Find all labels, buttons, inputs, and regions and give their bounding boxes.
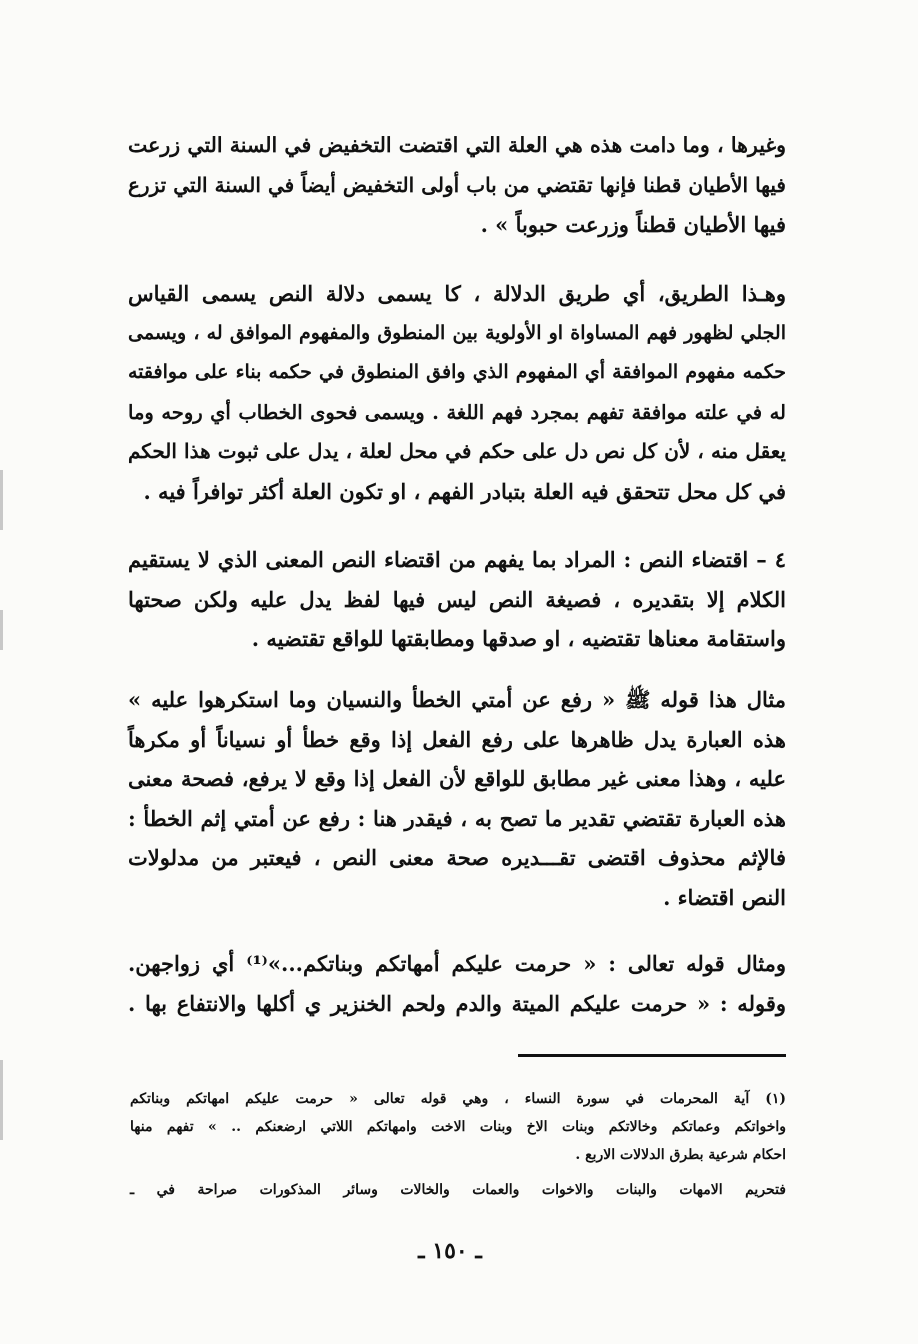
text-line: له في علته موافقة تفهم بمجرد فهم اللغة . ويسمى فحوى الخطاب أي روحه وما [128, 400, 786, 424]
paragraph-1 [128, 126, 786, 245]
scan-edge-mark [0, 470, 3, 530]
text-line: واستقامة معناها تقتضيه ، او صدقها ومطابقتها للواقع تقتضيه . [251, 626, 786, 651]
footnote-line: فتحريم الامهات والبنات والاخوات والعمات والخالات وسائر المذكورات صراحة في ـ [130, 1182, 786, 1198]
text-line: وهـذا الطريق، أي طريق الدلالة ، كا يسمى دلالة النص يسمى القياس [128, 281, 786, 306]
scan-edge-mark [0, 1060, 3, 1140]
footnote-continuation [130, 1176, 786, 1204]
paragraph-2 [128, 274, 786, 511]
text-line: هذه العبارة تقتضي تقدير ما تصح به ، فيقدر هنا : رفع عن أمتي إثم الخطأ : [128, 805, 786, 831]
page-number: ـ ١٥٠ ـ [418, 1238, 482, 1264]
text-line: ومثال قوله تعالى : « حرمت عليكم أمهاتكم وبناتكم...»⁽¹⁾ أي زواجهن. [128, 951, 786, 976]
text-line: وقوله : « حرمت عليكم الميتة والدم ولحم الخنزير ي أكلها والانتفاع بها . [128, 990, 786, 1016]
text-line: الكلام إلا بتقديره ، فصيغة النص ليس فيها لفظ يدل عليه ولكن صحتها [128, 586, 786, 612]
text-line: وغيرها ، وما دامت هذه هي العلة التي اقتضت التخفيض في السنة التي زرعت [128, 133, 786, 157]
scan-edge-mark [0, 610, 3, 650]
text-line: ٤ – اقتضاء النص : المراد بما يفهم من اقتضاء النص المعنى الذي لا يستقيم [128, 547, 786, 572]
footnote-divider [518, 1054, 786, 1057]
footnote-1 [130, 1085, 786, 1169]
text-line: في كل محل تتحقق فيه العلة بتبادر الفهم ، او تكون العلة أكثر توافراً فيه . [143, 478, 786, 504]
paragraph-3 [128, 540, 786, 659]
footnote-line: (١) آية المحرمات في سورة النساء ، وهي قوله تعالى « حرمت عليكم امهاتكم وبناتكم [130, 1091, 786, 1107]
text-line: فيها الأطيان قطنا فإنها تقتضي من باب أولى التخفيض أيضاً في السنة التي تزرع [128, 172, 786, 197]
text-line: مثال هذا قوله ﷺ « رفع عن أمتي الخطأ والنسيان وما استكرهوا عليه » [128, 687, 787, 712]
text-line: يعقل منه ، لأن كل نص دل على حكم في محل لعلة ، يدل على ثبوت هذا الحكم [128, 439, 787, 463]
footnote-line: واخواتكم وعماتكم وخالاتكم وبنات الاخ وبنات الاخت وامهاتكم اللاتي ارضعنكم .. » تفهم منها [130, 1119, 786, 1135]
text-line: النص اقتضاء . [663, 884, 786, 910]
text-line: فالإثم محذوف اقتضى تقـــديره صحة معنى النص ، فيعتبر من مدلولات [128, 845, 786, 870]
text-line: هذه العبارة يدل ظاهرها على رفع الفعل إذا وقع خطأ أو نسياناً أو مكرهاً [128, 726, 786, 752]
text-line: حكمه مفهوم الموافقة أي المفهوم الذي وافق المنطوق في حكمه بناء على موافقته [128, 361, 786, 383]
footnote-line: احكام شرعية بطرق الدلالات الاربع . [575, 1147, 786, 1163]
text-line: عليه ، وهذا معنى غير مطابق للواقع لأن الفعل إذا وقع لا يرفع، فصحة معنى [128, 766, 786, 791]
paragraph-4 [128, 680, 786, 917]
text-line: فيها الأطيان قطناً وزرعت حبوباً » . [480, 212, 786, 237]
text-line: الجلي لظهور فهم المساواة او الأولوية بين المنطوق والمفهوم الموافق له ، ويسمى [128, 321, 786, 344]
paragraph-5 [128, 944, 786, 1023]
